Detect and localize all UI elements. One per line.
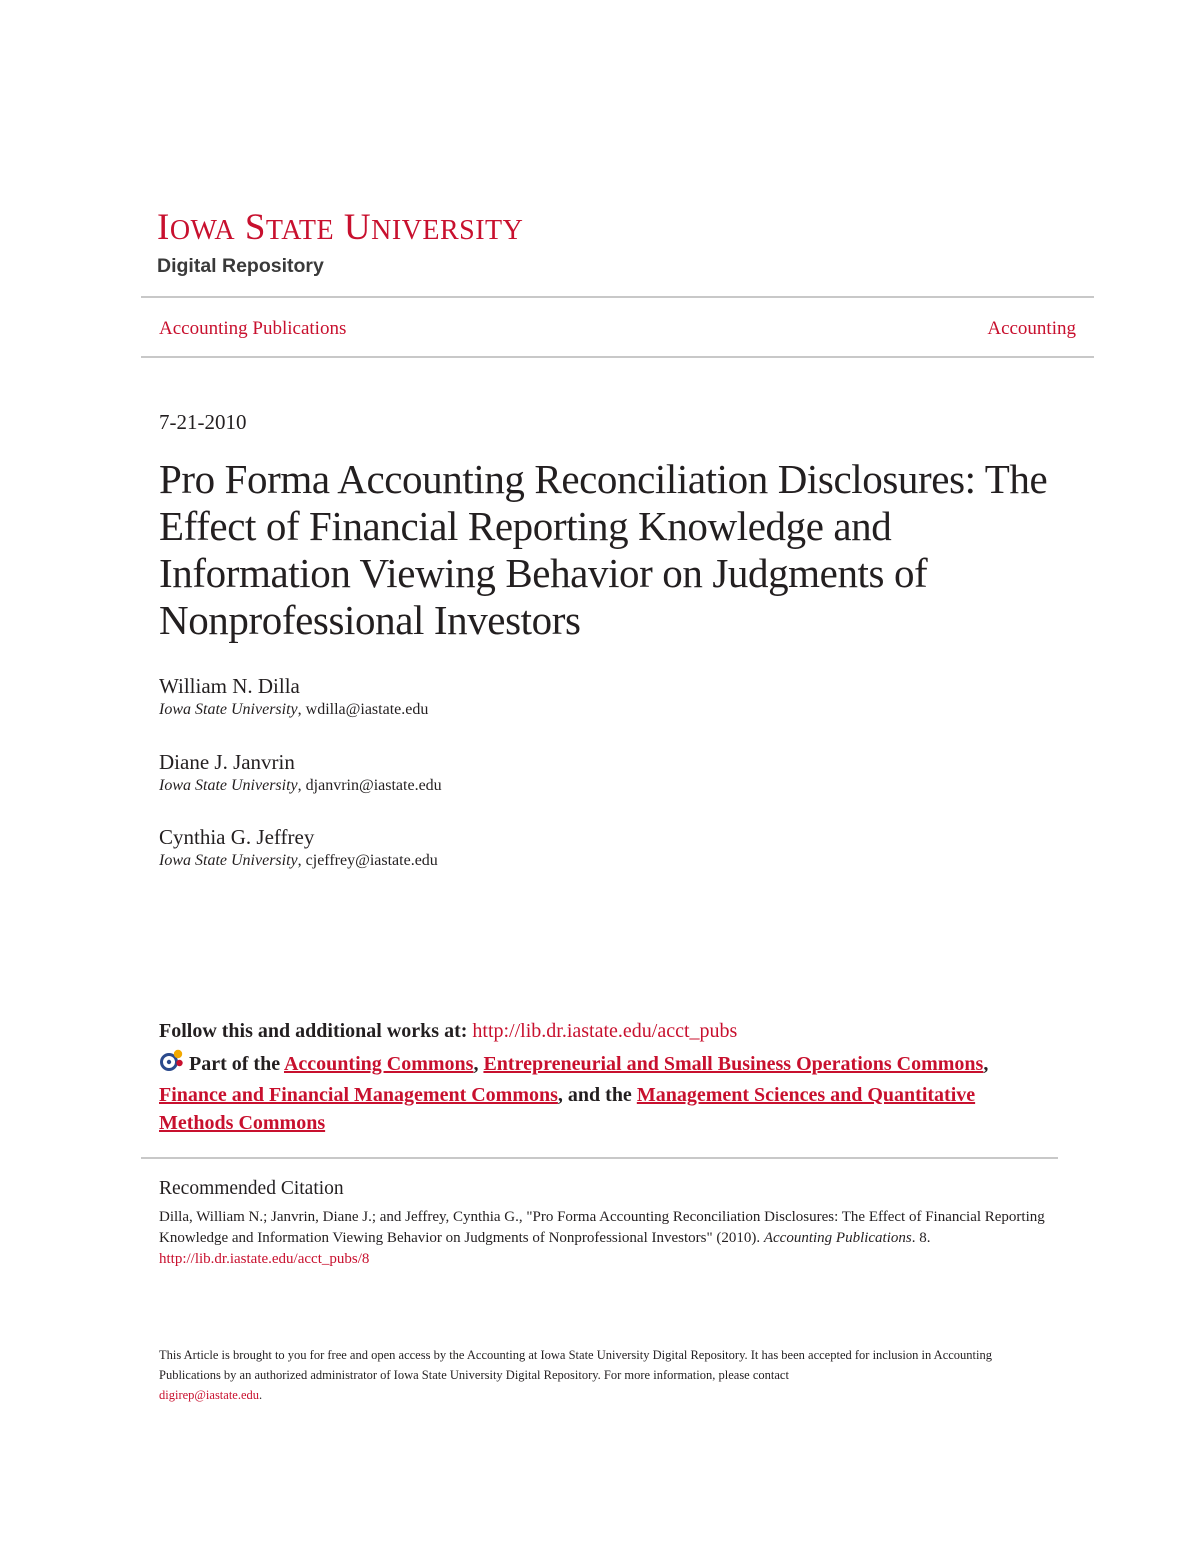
citation-text: [159, 1207, 1049, 1270]
logo-university-name: [157, 208, 523, 251]
author-email[interactable]: , djanvrin@iastate.edu: [297, 777, 442, 794]
author-affiliation: [159, 700, 428, 720]
citation-main: Dilla, William N.; Janvrin, Diane J.; and Jeffrey, Cynthia G., "Pro Forma Accounting Reconciliation Disclosures: The Effect of Financial Reporting Knowledge and Information Viewing Behavior on Judgments of Nonprofessional Investors" (2010).: [159, 1209, 1045, 1246]
logo-letters: NIVERSITY: [371, 215, 524, 246]
contact-email-link[interactable]: digirep@iastate.edu: [159, 1388, 260, 1402]
iowa-state-logo: [157, 208, 523, 277]
author-block: [159, 750, 442, 796]
citation-url-link[interactable]: http://lib.dr.iastate.edu/acct_pubs/8: [159, 1251, 370, 1267]
author-block: [159, 825, 438, 871]
follow-label: Follow this and additional works at:: [159, 1020, 473, 1042]
commons-paragraph: [159, 1049, 1039, 1137]
logo-repository-name: Digital Repository: [157, 255, 324, 277]
access-notice: [159, 1345, 1049, 1405]
citation-journal: Accounting Publications: [763, 1230, 912, 1246]
access-notice-end: .: [259, 1388, 263, 1402]
affiliation-name: Iowa State University: [159, 852, 298, 869]
header-divider-top: [141, 296, 1094, 298]
commons-separator: ,: [983, 1053, 989, 1075]
citation-number: . 8.: [911, 1230, 931, 1246]
network-icon: [159, 1049, 185, 1081]
access-notice-text: This Article is brought to you for free and open access by the Accounting at Iowa State University Digital Repository. It has been accepted for inclusion in Accounting Publications by an authorized administrator of Iowa State University Digital Repository. For more information, please contact: [159, 1348, 993, 1382]
author-name: William N. Dilla: [159, 674, 300, 698]
collection-url-link[interactable]: http://lib.dr.iastate.edu/acct_pubs: [472, 1020, 738, 1042]
publication-date: 7-21-2010: [159, 410, 247, 434]
management-sciences-commons-link[interactable]: Management Sciences and Quantitative Methods Commons: [159, 1084, 976, 1134]
author-email[interactable]: , wdilla@iastate.edu: [297, 701, 429, 718]
finance-commons-link[interactable]: Finance and Financial Management Commons: [159, 1084, 558, 1106]
logo-letter: U: [343, 207, 372, 248]
affiliation-name: Iowa State University: [159, 701, 298, 718]
accounting-publications-link[interactable]: Accounting Publications: [159, 318, 347, 339]
logo-letters: OWA: [169, 215, 236, 246]
affiliation-name: Iowa State University: [159, 777, 298, 794]
commons-prefix: Part of the: [189, 1053, 284, 1075]
author-name: Cynthia G. Jeffrey: [159, 825, 315, 849]
logo-letters: TATE: [265, 215, 335, 246]
logo-letter: I: [157, 207, 170, 248]
commons-separator: , and the: [557, 1084, 637, 1106]
author-name: Diane J. Janvrin: [159, 750, 295, 774]
author-block: [159, 674, 428, 720]
follow-line: [159, 1017, 1059, 1045]
commons-separator: ,: [473, 1053, 484, 1075]
author-affiliation: [159, 851, 438, 871]
citation-divider: [141, 1157, 1058, 1159]
accounting-commons-link[interactable]: Accounting Commons: [283, 1053, 474, 1075]
author-affiliation: [159, 776, 442, 796]
paper-title: Pro Forma Accounting Reconciliation Disclosures: The Effect of Financial Reporting Knowledge and Information Viewing Behavior on Judgments of Nonprofessional Investors: [159, 456, 1048, 643]
accounting-link[interactable]: Accounting: [987, 318, 1076, 339]
header-divider-bottom: [141, 356, 1094, 358]
entrepreneurial-commons-link[interactable]: Entrepreneurial and Small Business Operations Commons: [483, 1053, 984, 1075]
citation-heading: Recommended Citation: [159, 1178, 344, 1199]
logo-letter: S: [244, 207, 266, 248]
author-email[interactable]: , cjeffrey@iastate.edu: [297, 852, 438, 869]
